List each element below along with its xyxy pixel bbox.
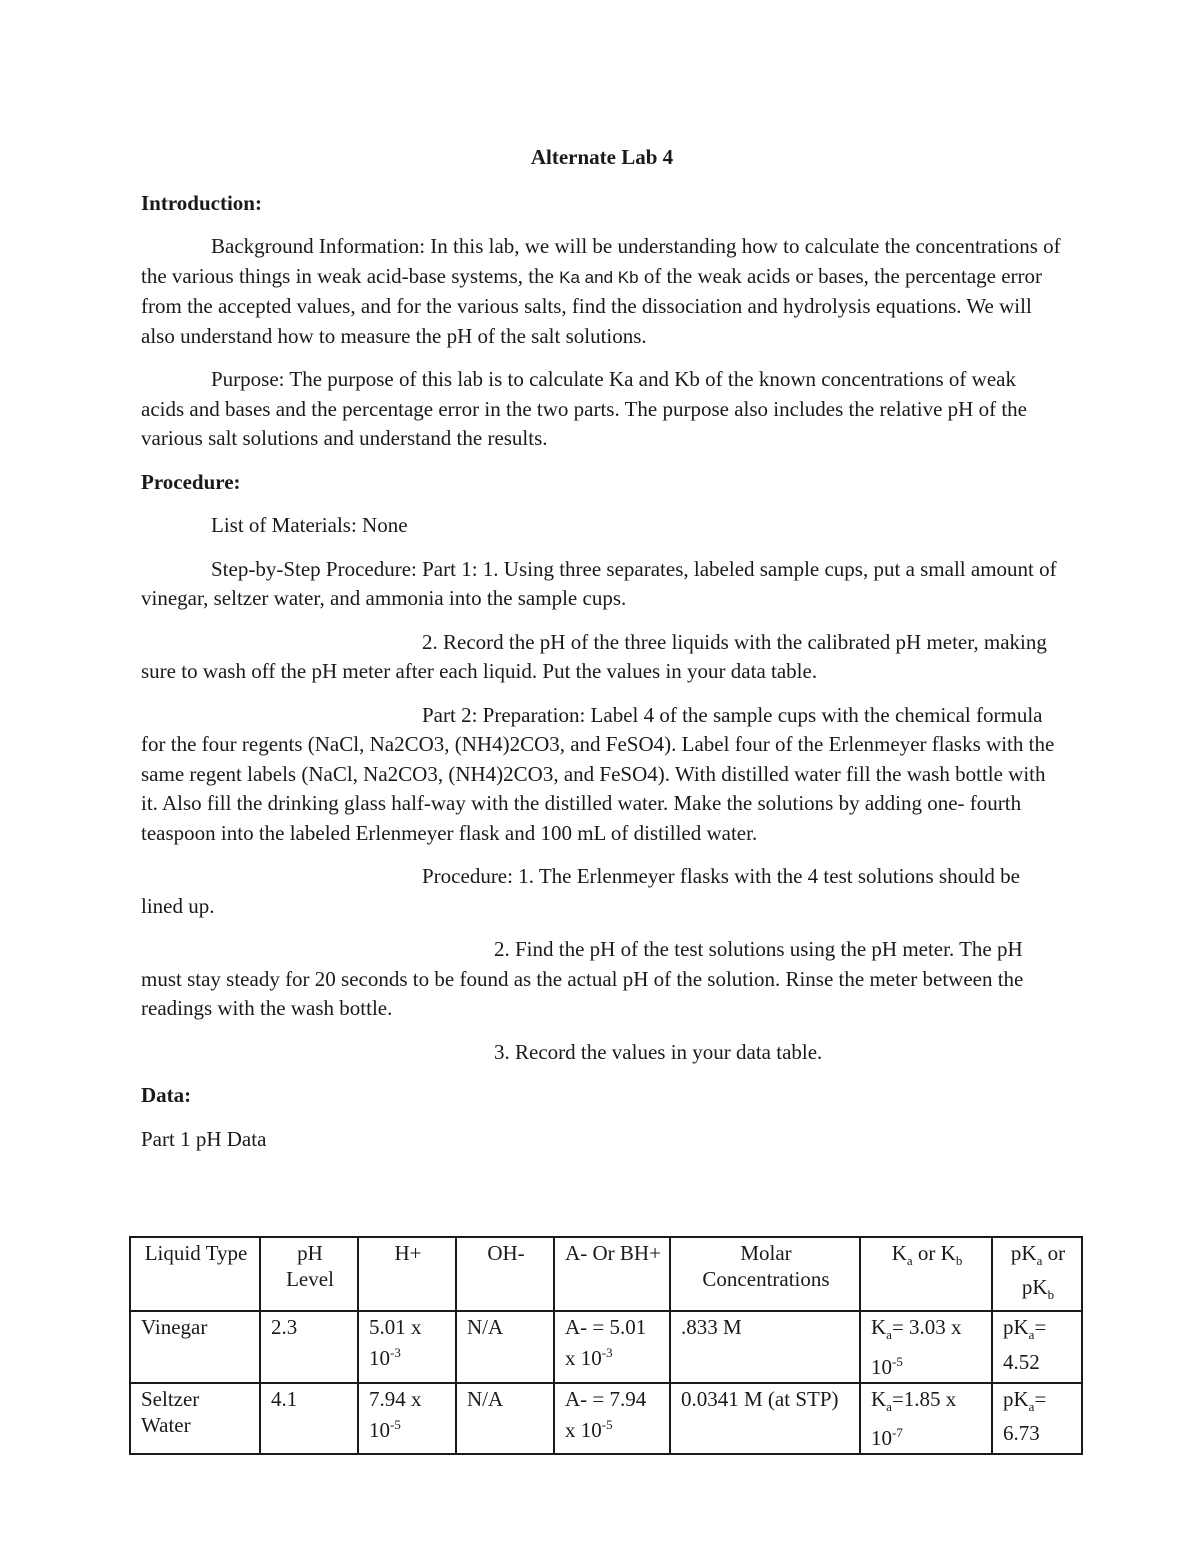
cell-ph: 4.1 — [260, 1383, 358, 1454]
part2-step3-paragraph: 3. Record the values in your data table. — [494, 1039, 823, 1064]
cell-oh: N/A — [456, 1311, 554, 1382]
part1-step2-paragraph: 2. Record the pH of the three liquids with the calibrated pH meter, making sure to wash off the pH meter after each liquid. Put the values in your data table. — [141, 629, 1047, 683]
cell-oh: N/A — [456, 1383, 554, 1454]
header-h-plus: H+ — [358, 1237, 456, 1311]
header-ka-or-kb: $K_a$ or $K_b$ — [860, 1237, 992, 1311]
header-pka-or-pkb: $pK_a$ or $pK_b$ — [992, 1237, 1082, 1311]
cell-k: $K_a=1.85$ x $10^{-7}$ — [860, 1383, 992, 1454]
document-body — [141, 143, 1063, 1168]
purpose-paragraph: Purpose: The purpose of this lab is to calculate Ka and Kb of the known concentrations of weak acids and bases and the percentage error in the two parts. The purpose also includes the relative pH of the various salt solutions and understand the results. — [141, 367, 1027, 450]
materials-paragraph: List of Materials: None — [211, 513, 408, 537]
cell-h: 7.94 x $10^{-5}$ — [358, 1383, 456, 1454]
background-paragraph: Background Information: In this lab, we will be understanding how to calculate the concentrations of the various things in weak acid-base systems, the Ka and Kb of the weak acids or bases, the percentage error from the accepted values, and for the various salts, find the dissociation and hydrolysis equations. We will also understand how to measure the pH of the salt solutions. — [141, 234, 1061, 348]
table-header-row — [130, 1237, 1082, 1311]
part2-prep-paragraph: Part 2: Preparation: Label 4 of the sample cups with the chemical formula for the four regents (NaCl, Na2CO3, (NH4)2CO3, and FeSO4). Label four of the Erlenmeyer flasks with the same regent labels (NaCl, Na2CO3, (NH4)2CO3, and FeSO4). With distilled water fill the wash bottle with it. Also fill the drinking glass half-way with the distilled water. Make the solutions by adding one- fourth teaspoon into the labeled Erlenmeyer flask and 100 mL of distilled water. — [141, 702, 1055, 845]
header-ph-level: pH Level — [260, 1237, 358, 1311]
cell-molar: .833 M — [670, 1311, 860, 1382]
cell-k: $K_a= 3.03$ x $10^{-5}$ — [860, 1311, 992, 1382]
header-a-or-bh: A- Or BH+ — [554, 1237, 670, 1311]
ph-data-table — [129, 1236, 1083, 1455]
page-title: Alternate Lab 4 — [530, 145, 674, 169]
table-row — [130, 1311, 1082, 1382]
cell-ph: 2.3 — [260, 1311, 358, 1382]
part1-step1-paragraph: Step-by-Step Procedure: Part 1: 1. Using three separates, labeled sample cups, put a small amount of vinegar, seltzer water, and ammonia into the sample cups. — [141, 556, 1057, 610]
cell-liquid: Vinegar — [130, 1311, 260, 1382]
cell-a: A- = 5.01 x $10^{-3}$ — [554, 1311, 670, 1382]
header-oh-minus: OH- — [456, 1237, 554, 1311]
part2-step2-paragraph: 2. Find the pH of the test solutions using the pH meter. The pH must stay steady for 20 seconds to be found as the actual pH of the solution. Rinse the meter between the readings with the wash bottle. — [141, 937, 1024, 1020]
table-row — [130, 1383, 1082, 1454]
cell-pk: $pK_a= 6.73$ — [992, 1383, 1082, 1454]
part2-step1-paragraph: Procedure: 1. The Erlenmeyer flasks with the 4 test solutions should be lined up. — [141, 864, 1020, 918]
cell-h: 5.01 x $10^{-3}$ — [358, 1311, 456, 1382]
cell-pk: $pK_a= 4.52$ — [992, 1311, 1082, 1382]
header-molar-concentrations: Molar Concentrations — [670, 1237, 860, 1311]
procedure-heading: Procedure: — [141, 469, 241, 494]
header-liquid-type: Liquid Type — [130, 1237, 260, 1311]
table-caption: Part 1 pH Data — [141, 1126, 267, 1151]
cell-molar: 0.0341 M (at STP) — [670, 1383, 860, 1454]
cell-a: A- = 7.94 x $10^{-5}$ — [554, 1383, 670, 1454]
cell-liquid: Seltzer Water — [130, 1383, 260, 1454]
data-heading: Data: — [141, 1083, 192, 1107]
introduction-heading: Introduction: — [141, 190, 262, 215]
